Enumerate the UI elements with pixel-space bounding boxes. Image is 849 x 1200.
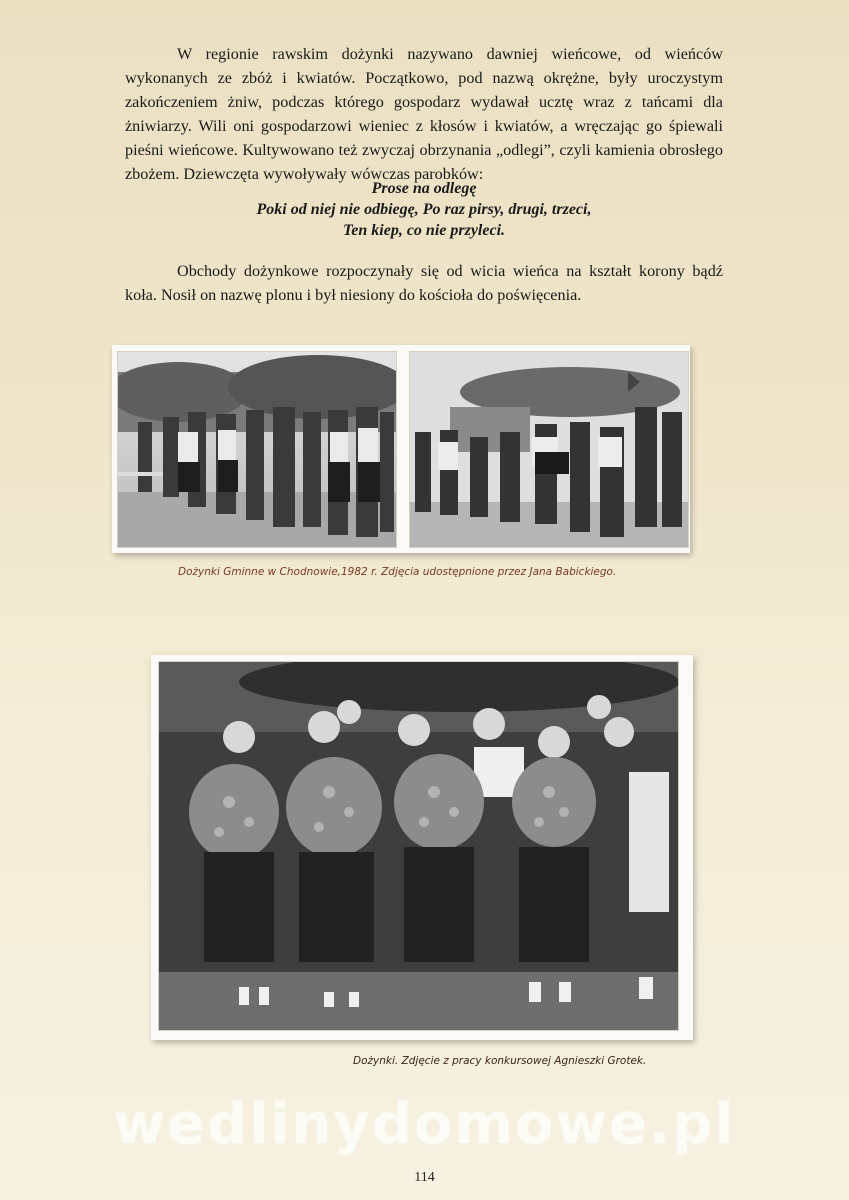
verse-block bbox=[125, 178, 723, 241]
photo-harvest-festival-2 bbox=[410, 352, 688, 547]
caption-large-photo: Dożynki. Zdjęcie z pracy konkursowej Agnieszki Grotek. bbox=[353, 1055, 647, 1067]
page-number: 114 bbox=[414, 1170, 435, 1185]
watermark: wedlinydomowe.pl bbox=[113, 1092, 736, 1157]
paragraph-2: Obchody dożynkowe rozpoczynały się od wicia wieńca na kształt korony bądź koła. Nosił on nazwę plonu i był niesiony do kościoła do poświęcenia. bbox=[125, 262, 723, 304]
verse-line-2: Poki od niej nie odbiegę, Po raz pirsy, drugi, trzeci, bbox=[256, 201, 592, 218]
caption-photo-pair: Dożynki Gminne w Chodnowie,1982 r. Zdjęcia udostępnione przez Jana Babickiego. bbox=[178, 566, 617, 578]
verse-line-1: Prose na odlegę bbox=[371, 180, 477, 197]
verse-line-3: Ten kiep, co nie przyleci. bbox=[342, 222, 506, 239]
photo-harvest-festival-1 bbox=[118, 352, 396, 547]
paragraph-1: W regionie rawskim dożynki nazywano dawniej wieńcowe, od wieńców wykonanych ze zbóż i kwiatów. Początkowo, pod nazwą okrężne, były uroczystym zakończeniem żniw, podczas którego gospodarz wydawał ucztę wraz z tańcami dla żniwiarzy. Wili oni gospodarzowi wieniec z kłosów i kwiatów, a wręczając go śpiewali pieśni wieńcowe. Kultywowano też zwyczaj obrzynania „odlegi”, czyli kamienia obrosłego zbożem. Dziewczęta wywoływały wówczas parobków: bbox=[125, 45, 723, 183]
photo-women-with-flowers bbox=[159, 662, 678, 1030]
